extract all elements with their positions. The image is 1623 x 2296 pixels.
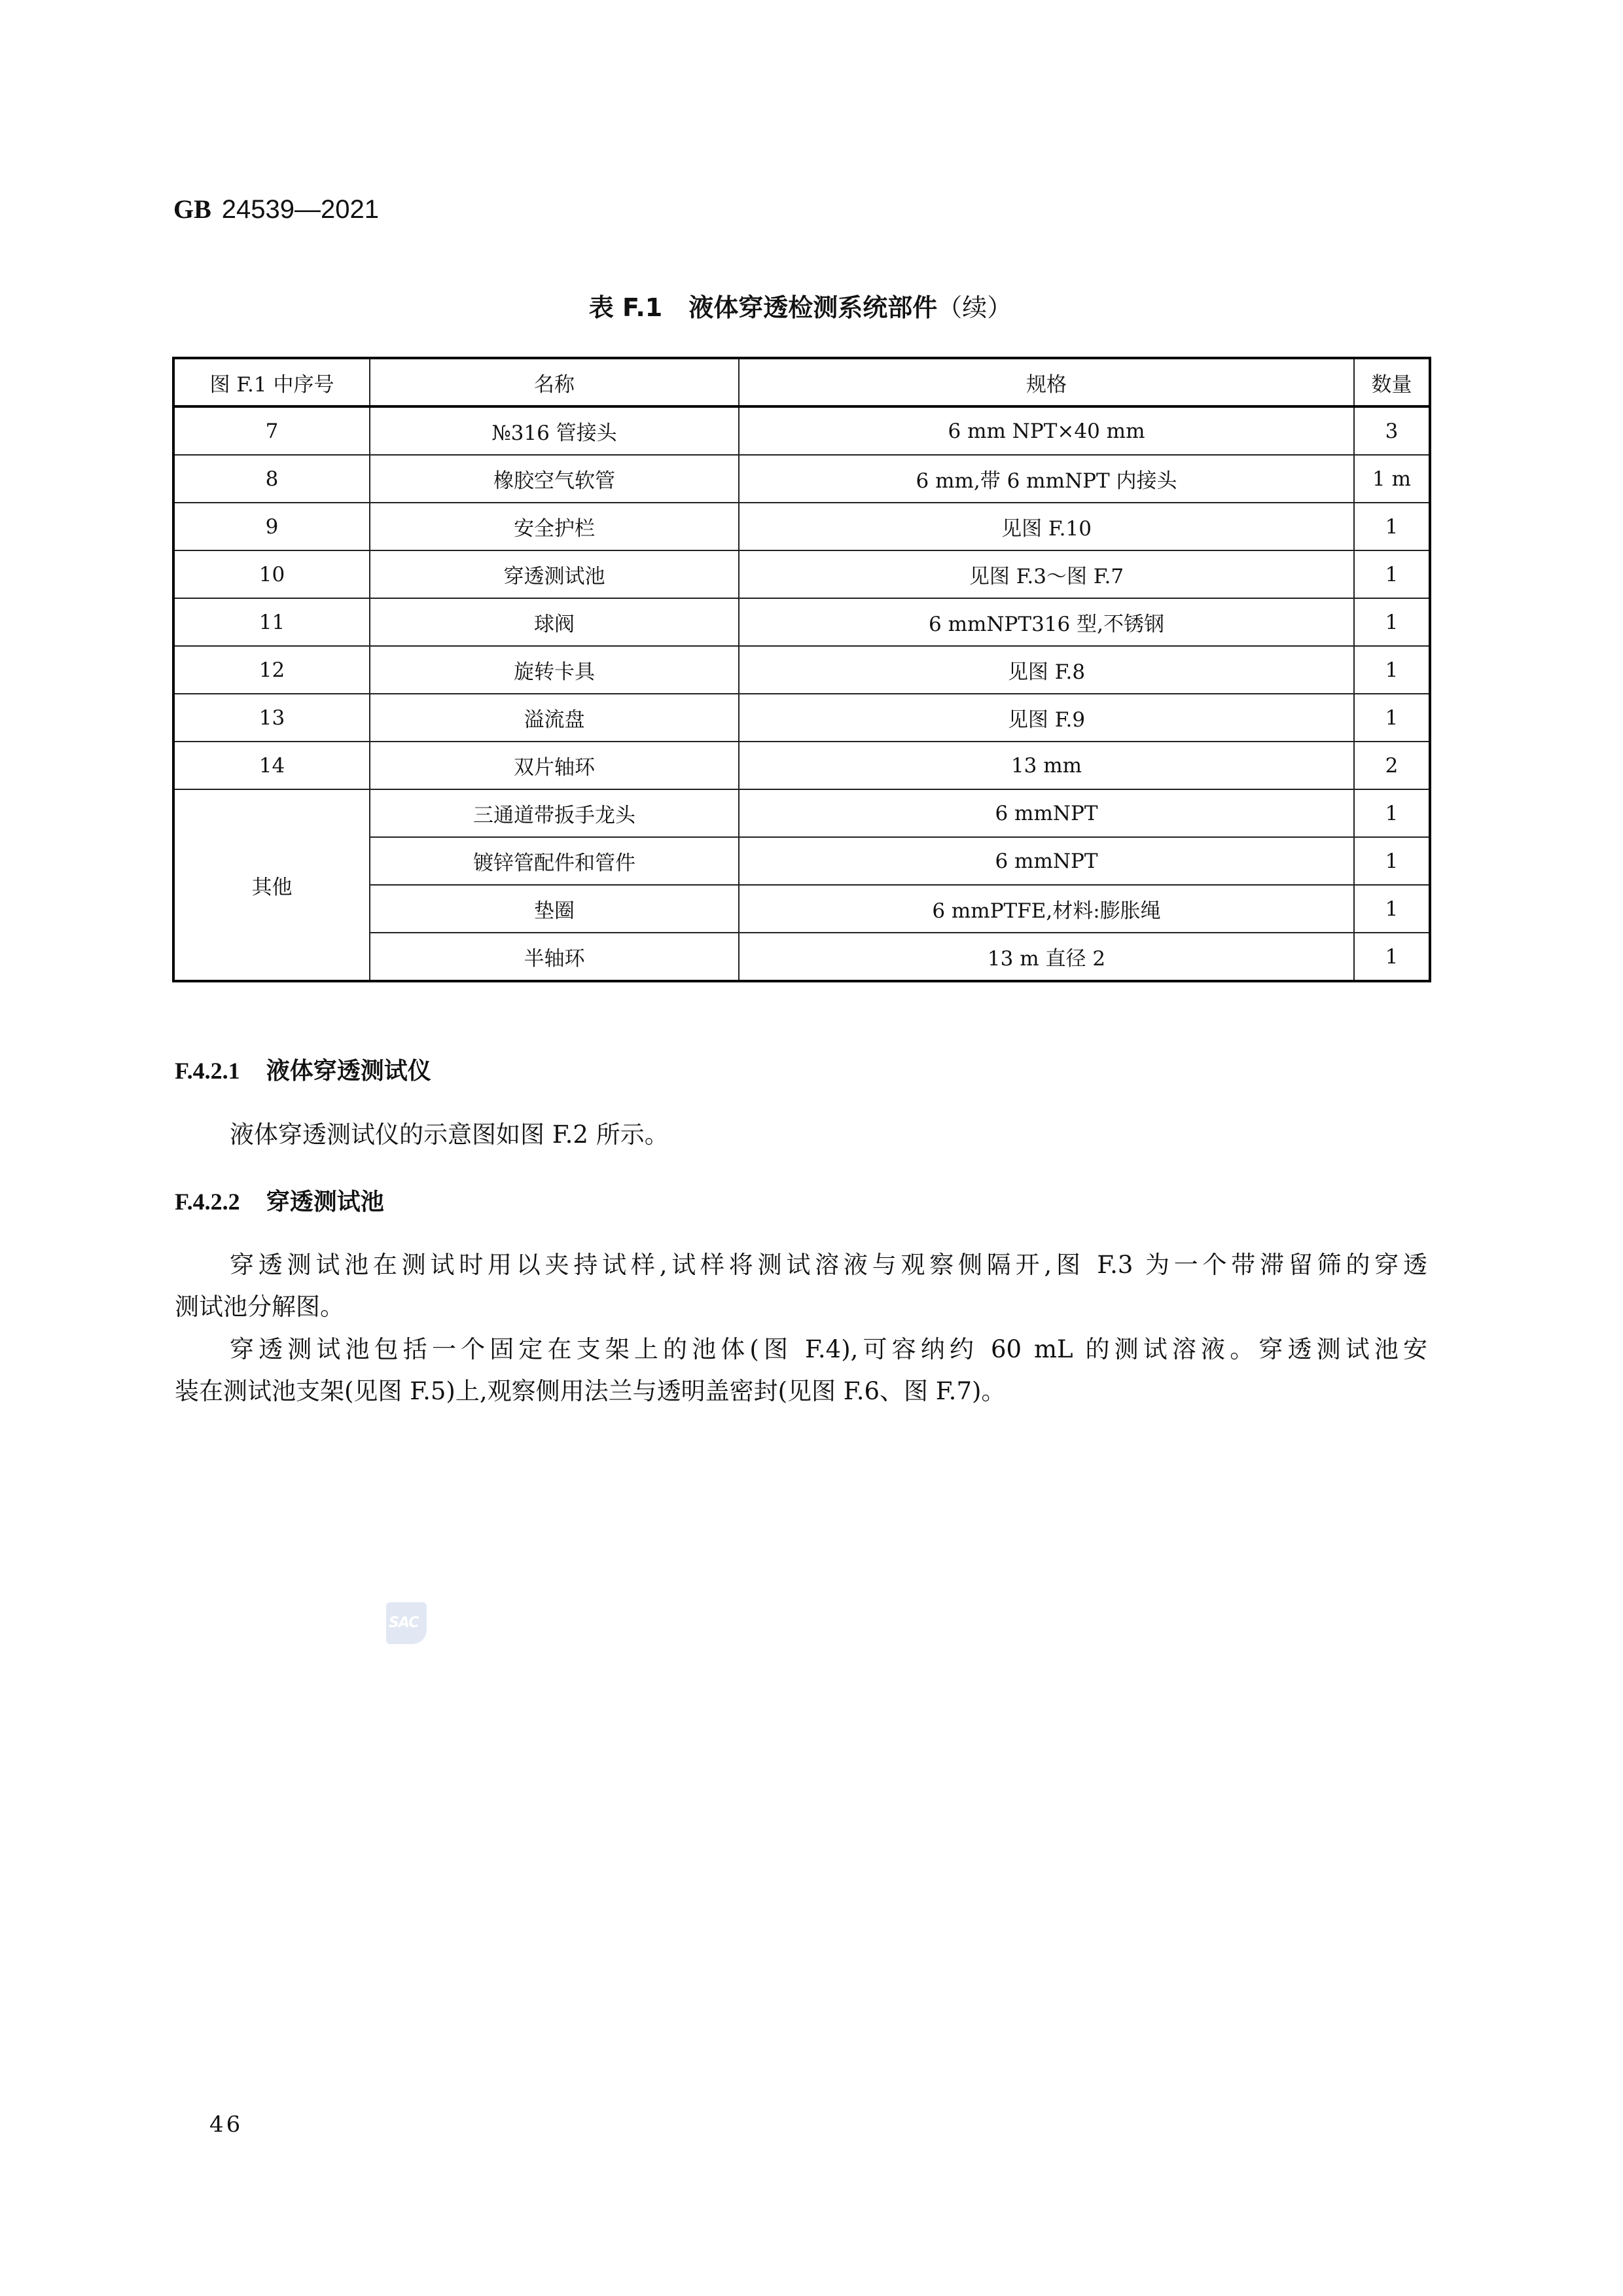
column-header-seq: 图 F.1 中序号 bbox=[173, 358, 370, 406]
cell-seq: 11 bbox=[173, 598, 370, 646]
paragraph-line: 穿透测试池在测试时用以夹持试样,试样将测试溶液与观察侧隔开,图 F.3 为一个带滞留筛的穿透 bbox=[230, 1251, 1427, 1279]
cell-qty: 1 bbox=[1354, 694, 1430, 742]
cell-spec: 6 mmPTFE,材料:膨胀绳 bbox=[739, 885, 1354, 933]
table-row bbox=[173, 550, 1430, 598]
cell-spec: 见图 F.8 bbox=[739, 646, 1354, 694]
section-title: 液体穿透测试仪 bbox=[266, 1058, 431, 1085]
table-row bbox=[173, 694, 1430, 742]
cell-name: 双片轴环 bbox=[370, 742, 739, 789]
cell-name: 垫圈 bbox=[370, 885, 739, 933]
table-row bbox=[173, 503, 1430, 550]
cell-name: 半轴环 bbox=[370, 933, 739, 981]
cell-spec: 6 mmNPT bbox=[739, 837, 1354, 885]
cell-name: 旋转卡具 bbox=[370, 646, 739, 694]
cell-qty: 1 bbox=[1354, 503, 1430, 550]
cell-spec: 6 mmNPT316 型,不锈钢 bbox=[739, 598, 1354, 646]
section-number: F.4.2.1 bbox=[175, 1058, 240, 1084]
table-caption bbox=[172, 292, 1429, 323]
cell-seq: 9 bbox=[173, 503, 370, 550]
cell-name: 镀锌管配件和管件 bbox=[370, 837, 739, 885]
cell-name: 溢流盘 bbox=[370, 694, 739, 742]
cell-qty: 1 bbox=[1354, 646, 1430, 694]
standard-number bbox=[173, 194, 379, 225]
table-row bbox=[173, 742, 1430, 789]
cell-name: 穿透测试池 bbox=[370, 550, 739, 598]
cell-group-other: 其他 bbox=[173, 789, 370, 981]
cell-seq: 13 bbox=[173, 694, 370, 742]
cell-qty: 1 bbox=[1354, 837, 1430, 885]
parts-table bbox=[172, 357, 1431, 982]
cell-name: 安全护栏 bbox=[370, 503, 739, 550]
cell-seq: 10 bbox=[173, 550, 370, 598]
cell-qty: 3 bbox=[1354, 406, 1430, 455]
cell-seq: 14 bbox=[173, 742, 370, 789]
table-row bbox=[173, 598, 1430, 646]
standard-prefix: GB bbox=[173, 194, 211, 224]
cell-spec: 6 mm,带 6 mmNPT 内接头 bbox=[739, 455, 1354, 503]
cell-seq: 12 bbox=[173, 646, 370, 694]
cell-seq: 8 bbox=[173, 455, 370, 503]
table-row bbox=[173, 646, 1430, 694]
paragraph-line: 测试池分解图。 bbox=[175, 1293, 344, 1321]
cell-qty: 1 bbox=[1354, 933, 1430, 981]
section-number: F.4.2.2 bbox=[175, 1189, 240, 1215]
paragraph-line: 液体穿透测试仪的示意图如图 F.2 所示。 bbox=[230, 1121, 669, 1149]
column-header-spec: 规格 bbox=[739, 358, 1354, 406]
table-caption-label: 表 F.1 bbox=[588, 293, 663, 322]
page-number: 46 bbox=[209, 2111, 243, 2138]
cell-spec: 6 mm NPT×40 mm bbox=[739, 406, 1354, 455]
table-row bbox=[173, 406, 1430, 455]
column-header-qty: 数量 bbox=[1354, 358, 1430, 406]
table-row bbox=[173, 455, 1430, 503]
section-title: 穿透测试池 bbox=[266, 1189, 384, 1215]
section-heading-f421 bbox=[175, 1056, 431, 1086]
cell-spec: 见图 F.3～图 F.7 bbox=[739, 550, 1354, 598]
cell-spec: 13 m 直径 2 bbox=[739, 933, 1354, 981]
cell-qty: 2 bbox=[1354, 742, 1430, 789]
section-heading-f422 bbox=[175, 1187, 384, 1217]
cell-qty: 1 bbox=[1354, 885, 1430, 933]
standard-code: 24539—2021 bbox=[221, 195, 380, 224]
cell-qty: 1 m bbox=[1354, 455, 1430, 503]
table-caption-title: 液体穿透检测系统部件 bbox=[688, 293, 938, 322]
cell-spec: 6 mmNPT bbox=[739, 789, 1354, 837]
cell-name: 球阀 bbox=[370, 598, 739, 646]
cell-qty: 1 bbox=[1354, 550, 1430, 598]
column-header-name: 名称 bbox=[370, 358, 739, 406]
cell-qty: 1 bbox=[1354, 789, 1430, 837]
cell-name: 橡胶空气软管 bbox=[370, 455, 739, 503]
cell-qty: 1 bbox=[1354, 598, 1430, 646]
cell-spec: 见图 F.10 bbox=[739, 503, 1354, 550]
table-header-row bbox=[173, 358, 1430, 406]
cell-spec: 13 mm bbox=[739, 742, 1354, 789]
cell-spec: 见图 F.9 bbox=[739, 694, 1354, 742]
cell-seq: 7 bbox=[173, 406, 370, 455]
table-row bbox=[173, 789, 1430, 837]
cell-name: 三通道带扳手龙头 bbox=[370, 789, 739, 837]
table-caption-continued: （续） bbox=[937, 293, 1012, 322]
cell-name: №316 管接头 bbox=[370, 406, 739, 455]
paragraph-line: 穿透测试池包括一个固定在支架上的池体(图 F.4),可容纳约 60 mL 的测试溶液。穿透测试池安 bbox=[230, 1335, 1427, 1363]
paragraph-line: 装在测试池支架(见图 F.5)上,观察侧用法兰与透明盖密封(见图 F.6、图 F.7)。 bbox=[175, 1377, 1006, 1405]
sac-watermark-logo: SAC bbox=[386, 1602, 427, 1644]
